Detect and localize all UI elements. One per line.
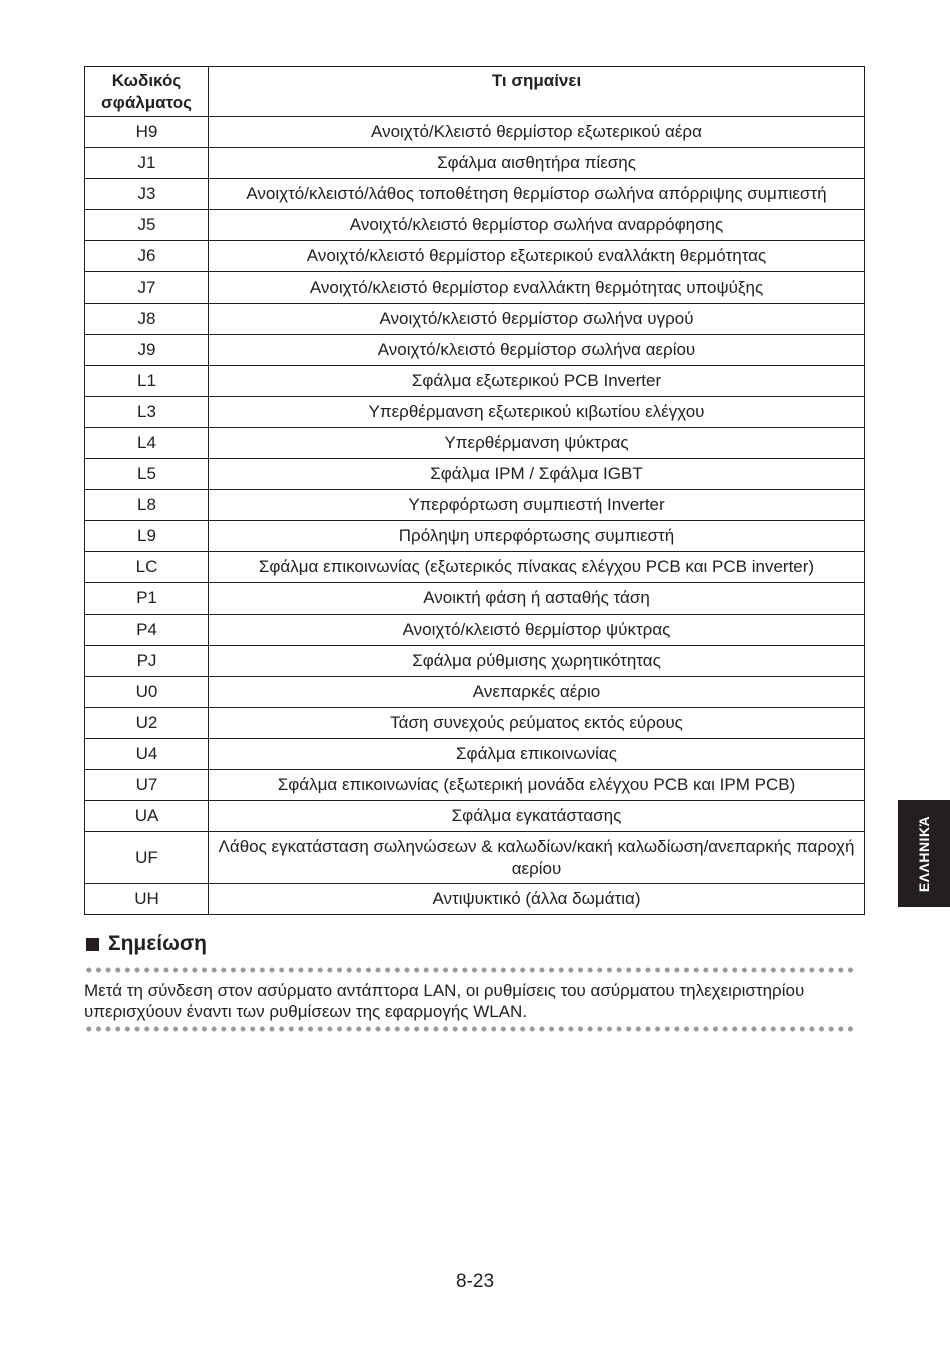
error-code-cell: UF bbox=[85, 832, 209, 884]
error-code-cell: L4 bbox=[85, 427, 209, 458]
table-row bbox=[85, 645, 865, 676]
error-code-cell: L3 bbox=[85, 396, 209, 427]
error-meaning-cell: Αντιψυκτικό (άλλα δωμάτια) bbox=[209, 884, 865, 915]
table-row bbox=[85, 614, 865, 645]
error-code-cell: U7 bbox=[85, 769, 209, 800]
error-code-cell: PJ bbox=[85, 645, 209, 676]
table-row bbox=[85, 210, 865, 241]
error-code-cell: J7 bbox=[85, 272, 209, 303]
error-meaning-cell: Σφάλμα εξωτερικού PCB Inverter bbox=[209, 365, 865, 396]
dotted-divider-bottom bbox=[84, 1026, 856, 1032]
table-row bbox=[85, 303, 865, 334]
table-row bbox=[85, 676, 865, 707]
error-code-cell: J3 bbox=[85, 179, 209, 210]
error-code-cell: U4 bbox=[85, 738, 209, 769]
language-label: ΕΛΛΗΝΙΚΆ bbox=[916, 815, 933, 892]
error-code-cell: H9 bbox=[85, 117, 209, 148]
square-bullet-icon bbox=[86, 938, 99, 951]
dotted-divider-top bbox=[84, 967, 856, 973]
table-row bbox=[85, 583, 865, 614]
error-code-cell: J5 bbox=[85, 210, 209, 241]
table-row bbox=[85, 272, 865, 303]
error-meaning-cell: Σφάλμα ρύθμισης χωρητικότητας bbox=[209, 645, 865, 676]
error-meaning-cell: Ανοιχτό/κλειστό θερμίστορ ψύκτρας bbox=[209, 614, 865, 645]
note-heading-text: Σημείωση bbox=[108, 932, 208, 955]
error-code-cell: J9 bbox=[85, 334, 209, 365]
error-meaning-cell: Ανοιχτό/κλειστό θερμίστορ εναλλάκτη θερμότητας υποψύξης bbox=[209, 272, 865, 303]
error-meaning-cell: Υπερθέρμανση ψύκτρας bbox=[209, 427, 865, 458]
error-meaning-cell: Σφάλμα αισθητήρα πίεσης bbox=[209, 148, 865, 179]
error-meaning-cell: Πρόληψη υπερφόρτωσης συμπιεστή bbox=[209, 521, 865, 552]
error-meaning-cell: Υπερθέρμανση εξωτερικού κιβωτίου ελέγχου bbox=[209, 396, 865, 427]
error-code-cell: L5 bbox=[85, 459, 209, 490]
table-row bbox=[85, 552, 865, 583]
error-meaning-cell: Σφάλμα IPM / Σφάλμα IGBT bbox=[209, 459, 865, 490]
error-code-cell: UH bbox=[85, 884, 209, 915]
error-meaning-cell: Ανοικτή φάση ή ασταθής τάση bbox=[209, 583, 865, 614]
error-meaning-cell: Τάση συνεχούς ρεύματος εκτός εύρους bbox=[209, 707, 865, 738]
table-row bbox=[85, 241, 865, 272]
error-meaning-cell: Υπερφόρτωση συμπιεστή Inverter bbox=[209, 490, 865, 521]
table-row bbox=[85, 769, 865, 800]
table-row bbox=[85, 832, 865, 884]
table-row bbox=[85, 884, 865, 915]
header-error-code: Κωδικός σφάλματος bbox=[85, 67, 209, 117]
error-meaning-cell: Ανοιχτό/κλειστό θερμίστορ σωλήνα αερίου bbox=[209, 334, 865, 365]
error-code-table bbox=[84, 66, 865, 915]
table-row bbox=[85, 334, 865, 365]
table-row bbox=[85, 427, 865, 458]
error-code-cell: P4 bbox=[85, 614, 209, 645]
table-row bbox=[85, 117, 865, 148]
error-meaning-cell: Ανοιχτό/κλειστό θερμίστορ σωλήνα αναρρόφησης bbox=[209, 210, 865, 241]
error-code-cell: J6 bbox=[85, 241, 209, 272]
table-row bbox=[85, 179, 865, 210]
table-row bbox=[85, 365, 865, 396]
table-row bbox=[85, 459, 865, 490]
error-code-cell: J8 bbox=[85, 303, 209, 334]
error-meaning-cell: Σφάλμα επικοινωνίας (εξωτερικός πίνακας ελέγχου PCB και PCB inverter) bbox=[209, 552, 865, 583]
table-row bbox=[85, 148, 865, 179]
table-row bbox=[85, 396, 865, 427]
error-code-cell: UA bbox=[85, 801, 209, 832]
error-meaning-cell: Ανεπαρκές αέριο bbox=[209, 676, 865, 707]
error-meaning-cell: Ανοιχτό/κλειστό θερμίστορ εξωτερικού εναλλάκτη θερμότητας bbox=[209, 241, 865, 272]
error-meaning-cell: Σφάλμα εγκατάστασης bbox=[209, 801, 865, 832]
table-header-row bbox=[85, 67, 865, 117]
table-row bbox=[85, 801, 865, 832]
error-code-cell: LC bbox=[85, 552, 209, 583]
note-heading bbox=[86, 932, 207, 956]
header-meaning: Τι σημαίνει bbox=[209, 67, 865, 117]
note-text: Μετά τη σύνδεση στον ασύρματο αντάπτορα LAN, οι ρυθμίσεις του ασύρματου τηλεχειριστηρίου υπερισχύουν έναντι των ρυθμίσεων της εφαρμογής WLAN. bbox=[84, 981, 805, 1021]
error-code-cell: P1 bbox=[85, 583, 209, 614]
table-row bbox=[85, 521, 865, 552]
error-meaning-cell: Ανοιχτό/Κλειστό θερμίστορ εξωτερικού αέρα bbox=[209, 117, 865, 148]
table-row bbox=[85, 490, 865, 521]
page-number: 8-23 bbox=[455, 1271, 495, 1292]
table-row bbox=[85, 707, 865, 738]
error-code-cell: L9 bbox=[85, 521, 209, 552]
error-code-cell: L8 bbox=[85, 490, 209, 521]
error-meaning-cell: Ανοιχτό/κλειστό/λάθος τοποθέτηση θερμίστορ σωλήνα απόρριψης συμπιεστή bbox=[209, 179, 865, 210]
error-code-cell: L1 bbox=[85, 365, 209, 396]
error-meaning-cell: Λάθος εγκατάσταση σωληνώσεων & καλωδίων/κακή καλωδίωση/ανεπαρκής παροχή αερίου bbox=[209, 832, 865, 884]
error-code-cell: U2 bbox=[85, 707, 209, 738]
error-meaning-cell: Ανοιχτό/κλειστό θερμίστορ σωλήνα υγρού bbox=[209, 303, 865, 334]
error-code-cell: J1 bbox=[85, 148, 209, 179]
table-row bbox=[85, 738, 865, 769]
error-meaning-cell: Σφάλμα επικοινωνίας (εξωτερική μονάδα ελέγχου PCB και IPM PCB) bbox=[209, 769, 865, 800]
error-code-cell: U0 bbox=[85, 676, 209, 707]
error-meaning-cell: Σφάλμα επικοινωνίας bbox=[209, 738, 865, 769]
language-side-tab bbox=[898, 800, 950, 907]
